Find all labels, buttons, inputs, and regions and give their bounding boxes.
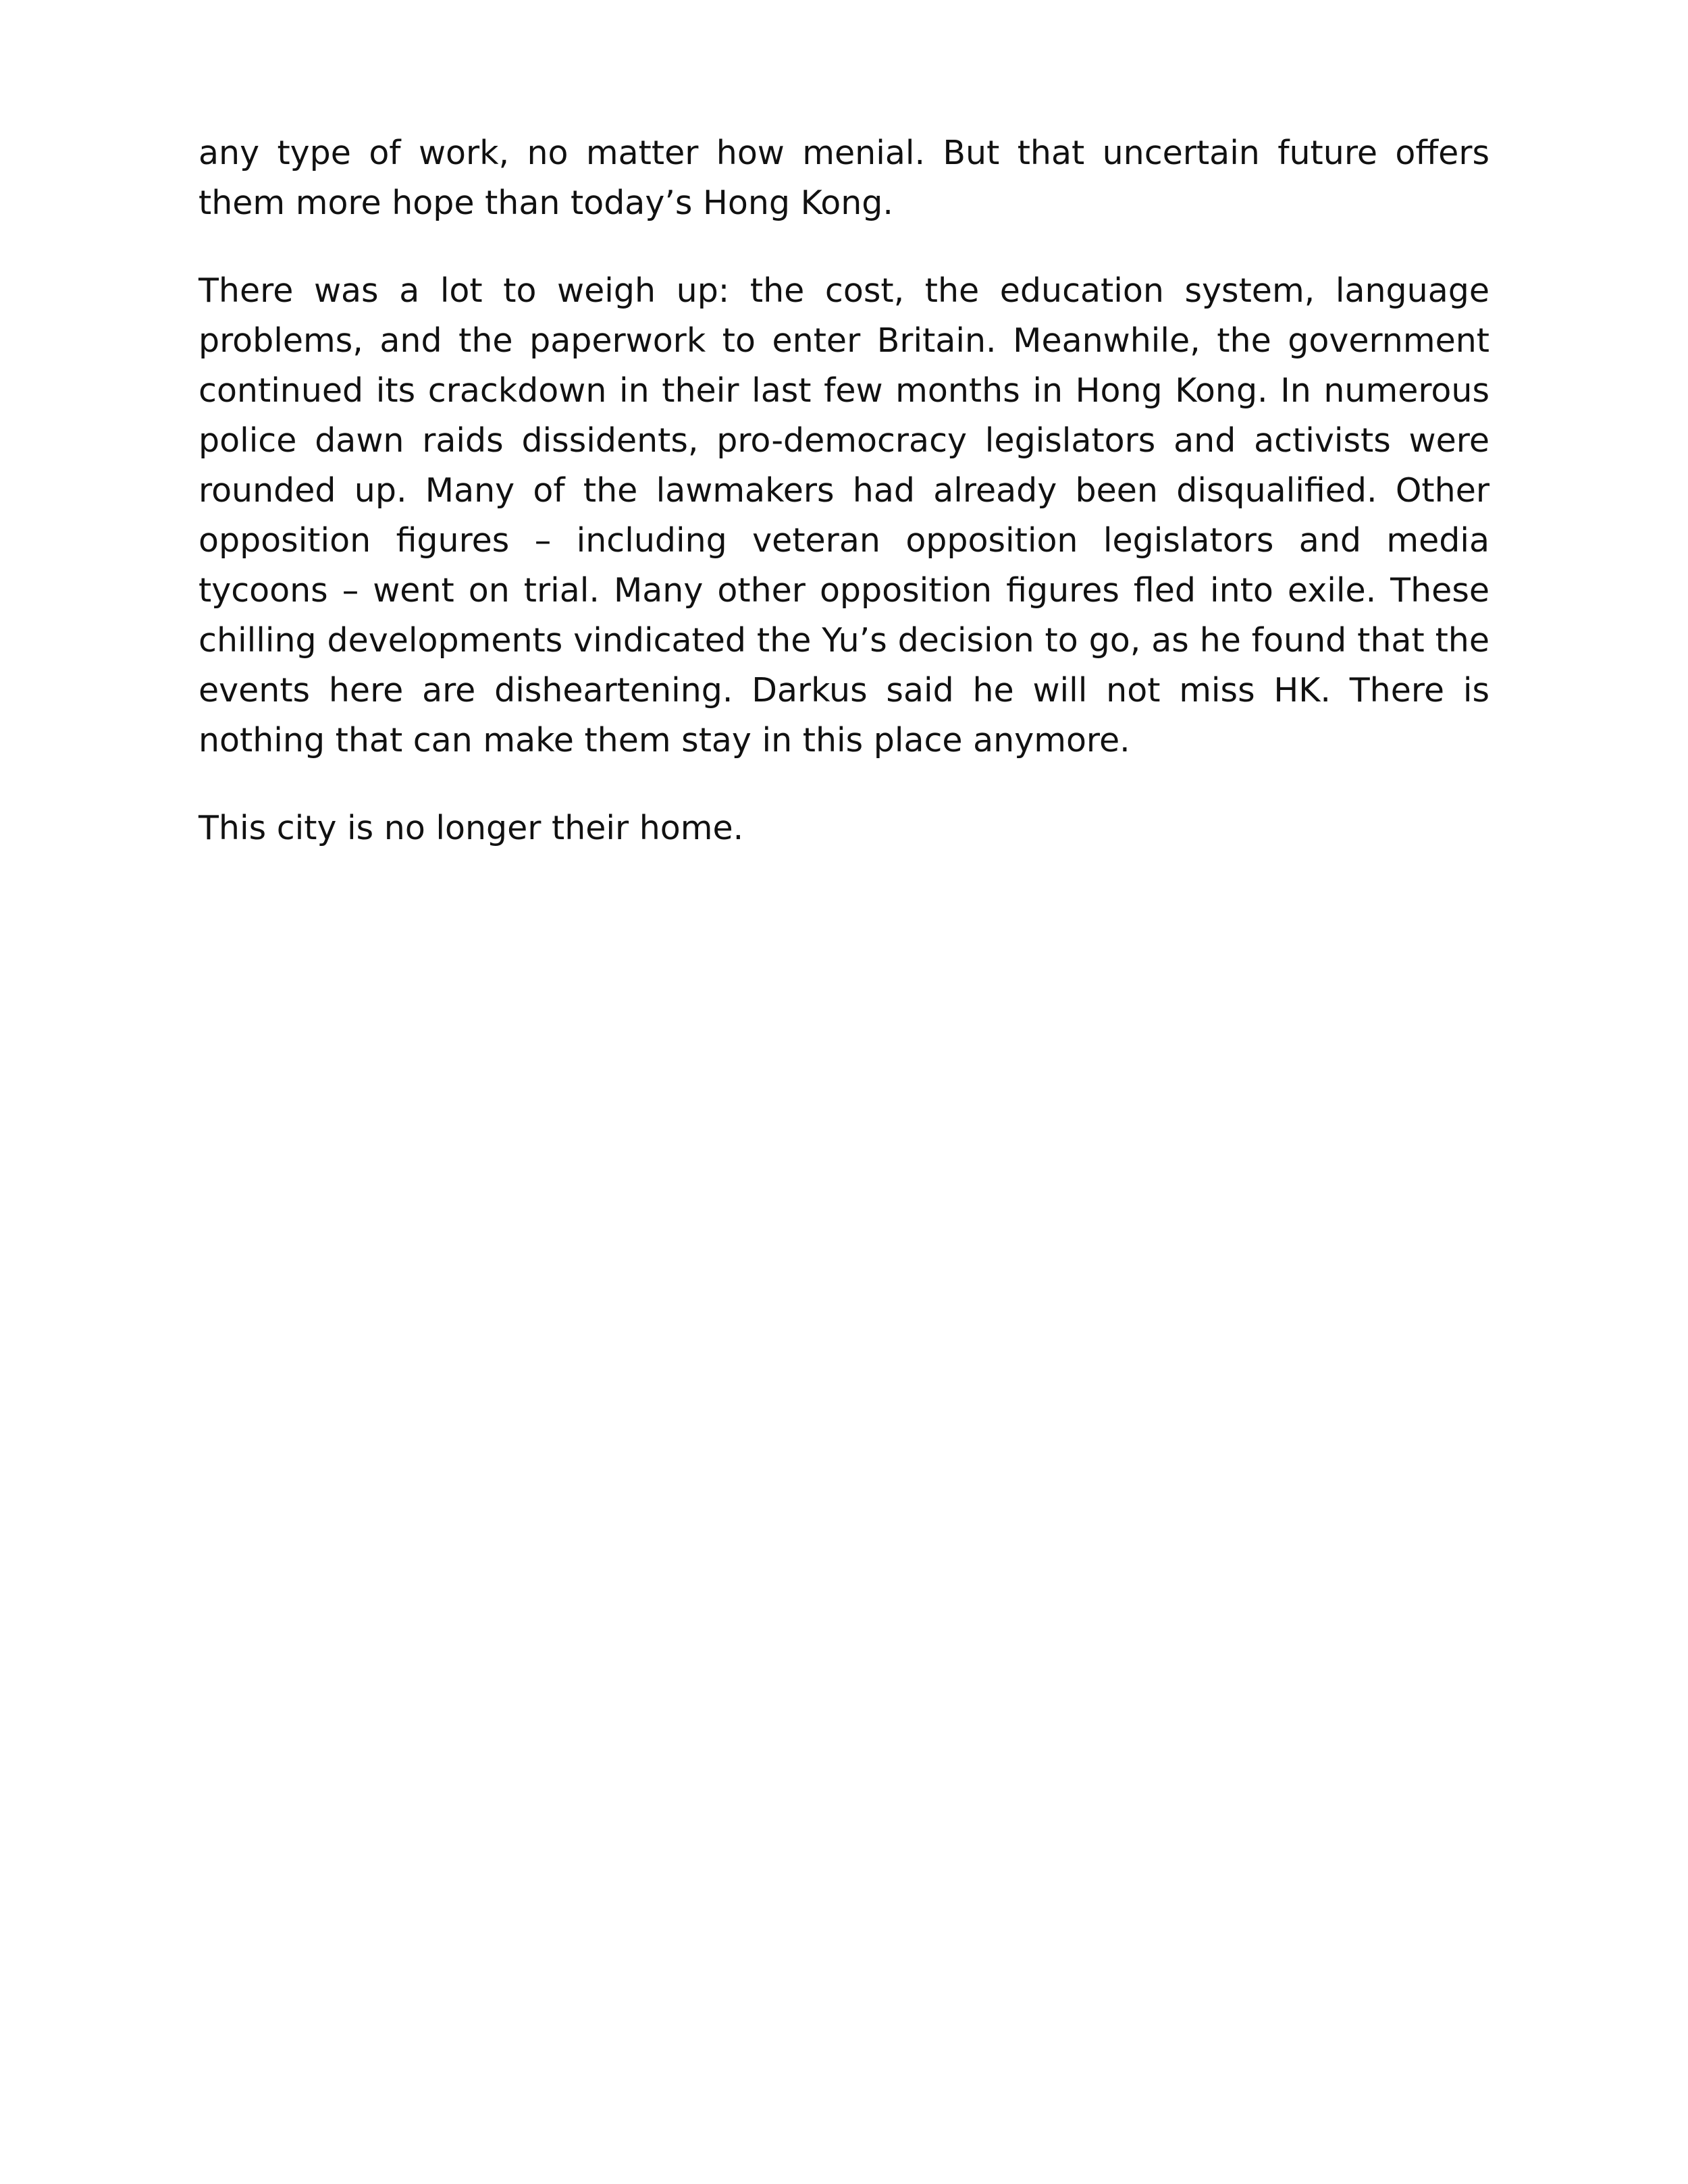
paragraph-3: This city is no longer their home. [199, 809, 744, 847]
paragraph-2: There was a lot to weigh up: the cost, the education system, language problems, and the paperwork to enter Britain. Meanwhile, the government continued its crackdown in their last few months in Hong Kong. In numerous police dawn raids dissidents, pro-democracy legislators and activists were rounded up. Many of the lawmakers had already been disqualified. Other opposition figures – including veteran opposition legislators and media tycoons – went on trial. Many other opposition figures fled into exile. These chilling developments vindicated the Yu’s decision to go, as he found that the events here are disheartening. Darkus said he will not miss HK. There is nothing that can make them stay in this place anymore. [199, 271, 1489, 760]
paragraph-1: any type of work, no matter how menial. But that uncertain future offers them more hope than today’s Hong Kong. [199, 134, 1489, 222]
document-body [199, 128, 1489, 891]
